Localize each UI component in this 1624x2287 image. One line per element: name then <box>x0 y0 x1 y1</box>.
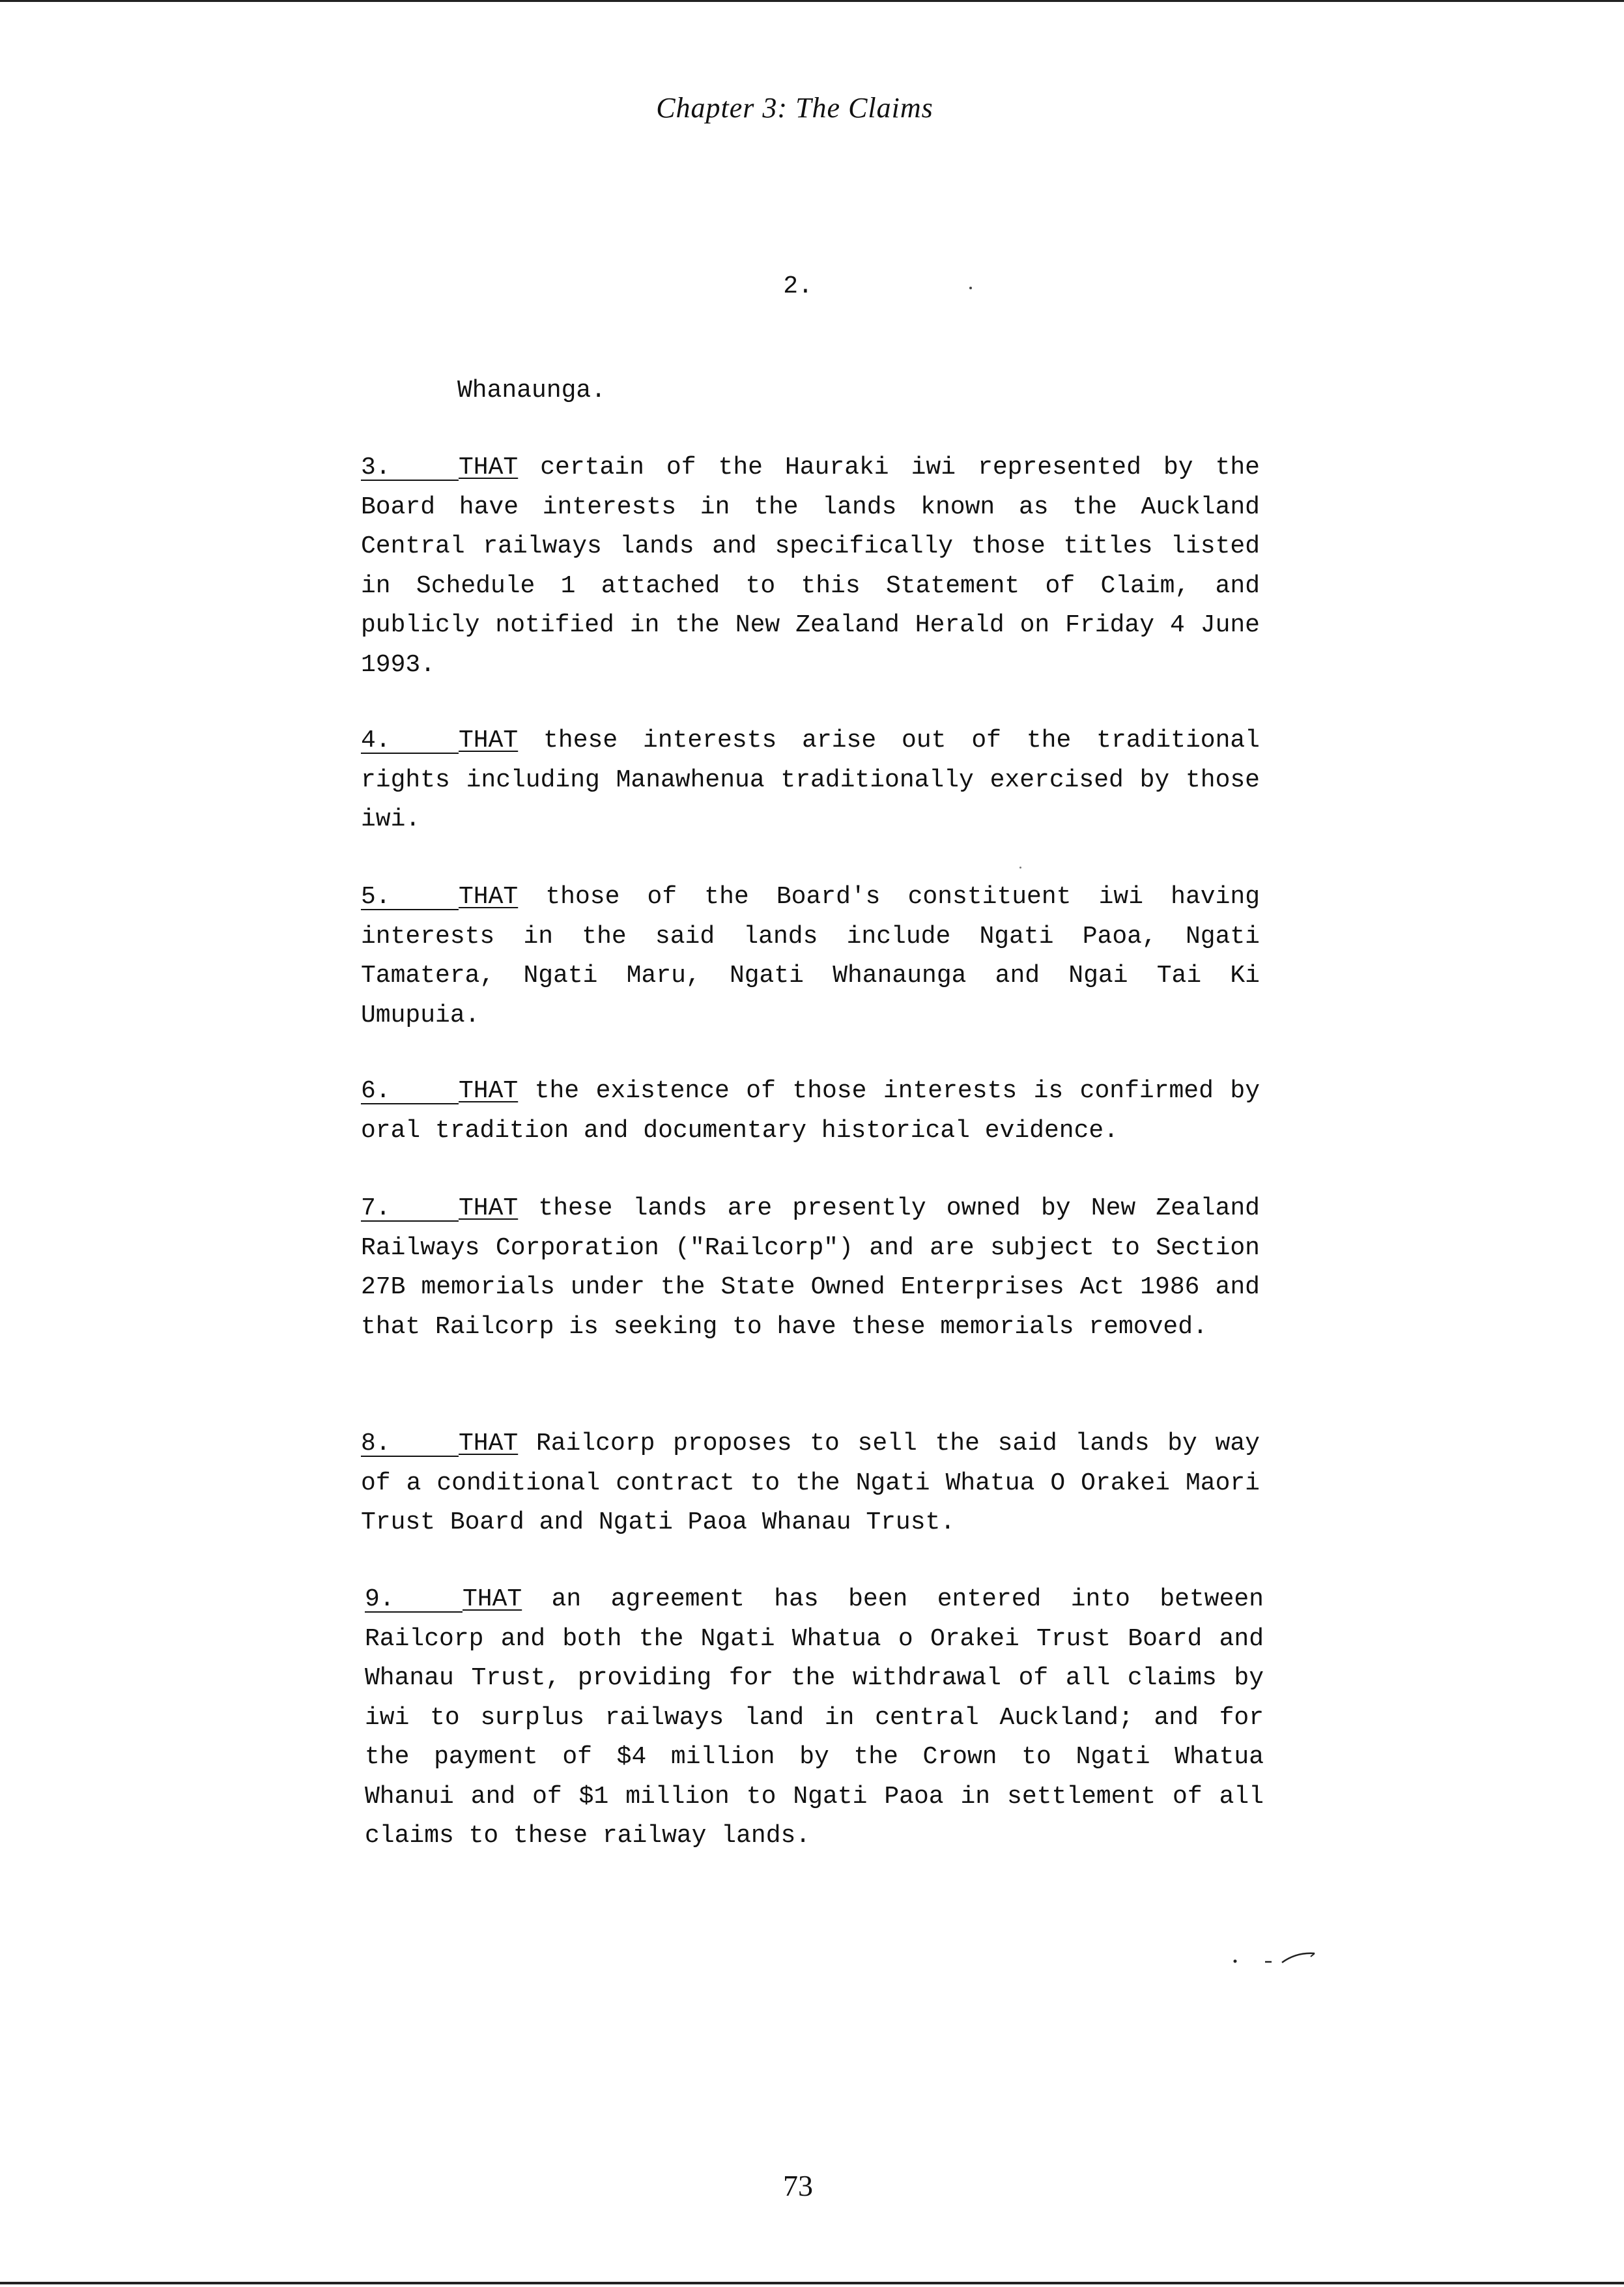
scan-bottom-edge <box>0 2282 1624 2284</box>
scan-speck <box>969 287 972 289</box>
paragraph-text: certain of the Hauraki iwi represented by the Board have interests in the lands known as the Auckland Central railways lands and specifically those titles listed in Schedule 1 attached to this Statement of Claim, and publicly notified in the New Zealand Herald on Friday 4 June 1993. <box>361 453 1260 679</box>
paragraph-number: 7. <box>361 1197 459 1222</box>
paragraph-keyword: THAT <box>459 726 519 755</box>
paragraph-number: 3. <box>361 456 459 481</box>
chapter-header: Chapter 3: The Claims <box>656 92 933 124</box>
continuation-text: Whanaunga. <box>457 377 606 405</box>
claim-paragraph-4 <box>361 721 1260 840</box>
paragraph-number: 4. <box>361 729 459 754</box>
paragraph-text: these interests arise out of the traditional rights including Manawhenua traditionally exercised by those iwi. <box>361 726 1260 833</box>
paragraph-keyword: THAT <box>459 1077 519 1105</box>
paragraph-number: 5. <box>361 885 459 910</box>
page-footer-number: 73 <box>783 2169 813 2202</box>
claim-paragraph-7 <box>361 1189 1260 1347</box>
paragraph-text: these lands are presently owned by New Zealand Railways Corporation ("Railcorp") and are subject to Section 27B memorials under the State Owned Enterprises Act 1986 and that Railcorp is seeking to have these memorials removed. <box>361 1194 1260 1341</box>
paragraph-keyword: THAT <box>459 453 519 482</box>
claim-paragraph-6 <box>361 1072 1260 1151</box>
claim-paragraph-3 <box>361 448 1260 685</box>
paragraph-keyword: THAT <box>459 1194 519 1222</box>
paragraph-text: Railcorp proposes to sell the said lands by way of a conditional contract to the Ngati Whatua O Orakei Maori Trust Board and Ngati Paoa Whanau Trust. <box>361 1430 1260 1536</box>
scan-speck <box>1019 867 1021 869</box>
paragraph-keyword: THAT <box>459 1430 519 1458</box>
claim-paragraph-8 <box>361 1424 1260 1543</box>
handwritten-mark <box>1231 1948 1322 1968</box>
paragraph-text: those of the Board's constituent iwi having interests in the said lands include Ngati Paoa, Ngati Tamatera, Ngati Maru, Ngati Whanaunga and Ngai Tai Ki Umupuia. <box>361 883 1260 1029</box>
scan-top-edge <box>0 0 1624 2</box>
paragraph-number: 8. <box>361 1432 459 1457</box>
paragraph-keyword: THAT <box>463 1585 522 1613</box>
claim-paragraph-9 <box>365 1580 1264 1856</box>
paragraph-text: the existence of those interests is confirmed by oral tradition and documentary historical evidence. <box>361 1077 1260 1145</box>
claim-paragraph-5 <box>361 878 1260 1035</box>
typed-page-number: 2. <box>783 272 813 300</box>
paragraph-number: 6. <box>361 1080 459 1104</box>
paragraph-number: 9. <box>365 1588 463 1613</box>
paragraph-keyword: THAT <box>459 883 519 911</box>
paragraph-text: an agreement has been entered into between Railcorp and both the Ngati Whatua o Orakei Trust Board and Whanau Trust, providing for the withdrawal of all claims by iwi to surplus railways land in central Auckland; and for the payment of $4 million by the Crown to Ngati Whatua Whanui and of $1 million to Ngati Paoa in settlement of all claims to these railway lands. <box>365 1585 1264 1850</box>
